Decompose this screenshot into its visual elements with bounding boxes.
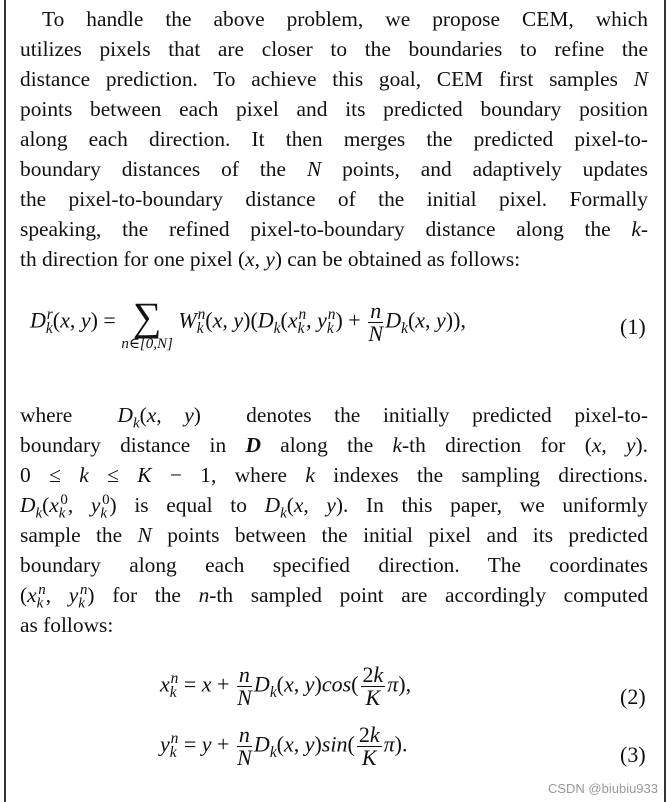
paragraph-2 [20,400,648,640]
text-line: To handle the above problem, we propose CEM, which [42,7,648,31]
text-line: $D_k(x_k^0$, $y_k^0$) is equal to $D_k(x$, y). In this paper, we uniformly [20,491,648,522]
sum-symbol: ∑ n∈[0,N] [121,294,173,352]
equation-number-1: (1) [620,314,646,339]
fraction: $\frac{2k}{K}$ [358,722,380,770]
equation-1: $D_k^r(x$, y) = ∑ n∈[0,N] $W_k^n(x$, $y)(D_k(x_k^n$, $y_k^n$) + $\frac{n}{N}$ $D_k(x$, y)), [30,294,466,352]
text-line: boundary distances of the N points, and adaptively updates [20,157,648,181]
paragraph-1 [20,4,648,274]
text-line: sample the N points between the initial pixel and its predicted [20,523,648,547]
text-line: boundary distance in D along the k-th direction for (x, y). [20,433,648,457]
text-line: where $D_k(x$, y) denotes the initially predicted pixel-to- [20,403,649,432]
fraction: $\frac{2k}{K}$ [362,662,384,710]
text-line: boundary along each specified direction. The coordinates [20,553,648,577]
text-line: along each direction. It then merges the predicted pixel-to- [20,127,648,151]
text-line: utilizes pixels that are closer to the boundaries to refine the [20,37,648,61]
fraction: $\frac{n}{N}$ [368,298,384,346]
text-line: the pixel-to-boundary distance of the initial pixel. Formally [20,187,648,211]
equation-number-2: (2) [620,684,646,709]
text-line: th direction for one pixel (x, y) can be obtained as follows: [20,247,521,271]
text-line: ($x_k^n$, $y_k^n$) for the n-th sampled point are accordingly computed [20,581,649,612]
text-line: as follows: [20,613,114,637]
text-line: speaking, the refined pixel-to-boundary distance along the k- [20,217,648,241]
text-line: distance prediction. To achieve this goal, CEM first samples N [20,67,648,91]
equation-number-3: (3) [620,742,646,767]
equation-3: $y_k^n = y$ + $\frac{n}{N}$ $D_k(x$, y)sin( $\frac{2k}{K}$ π). [160,722,408,770]
fraction: $\frac{n}{N}$ [237,722,252,770]
watermark: CSDN @biubiu933 [547,781,658,796]
fraction: $\frac{n}{N}$ [237,662,252,710]
equation-2: $x_k^n = x$ + $\frac{n}{N}$ $D_k(x$, y)cos( $\frac{2k}{K}$ π), [160,662,412,710]
text-line: 0 ≤ k ≤ K − 1, where k indexes the sampling directions. [20,463,648,487]
text-line: points between each pixel and its predicted boundary position [20,97,648,121]
